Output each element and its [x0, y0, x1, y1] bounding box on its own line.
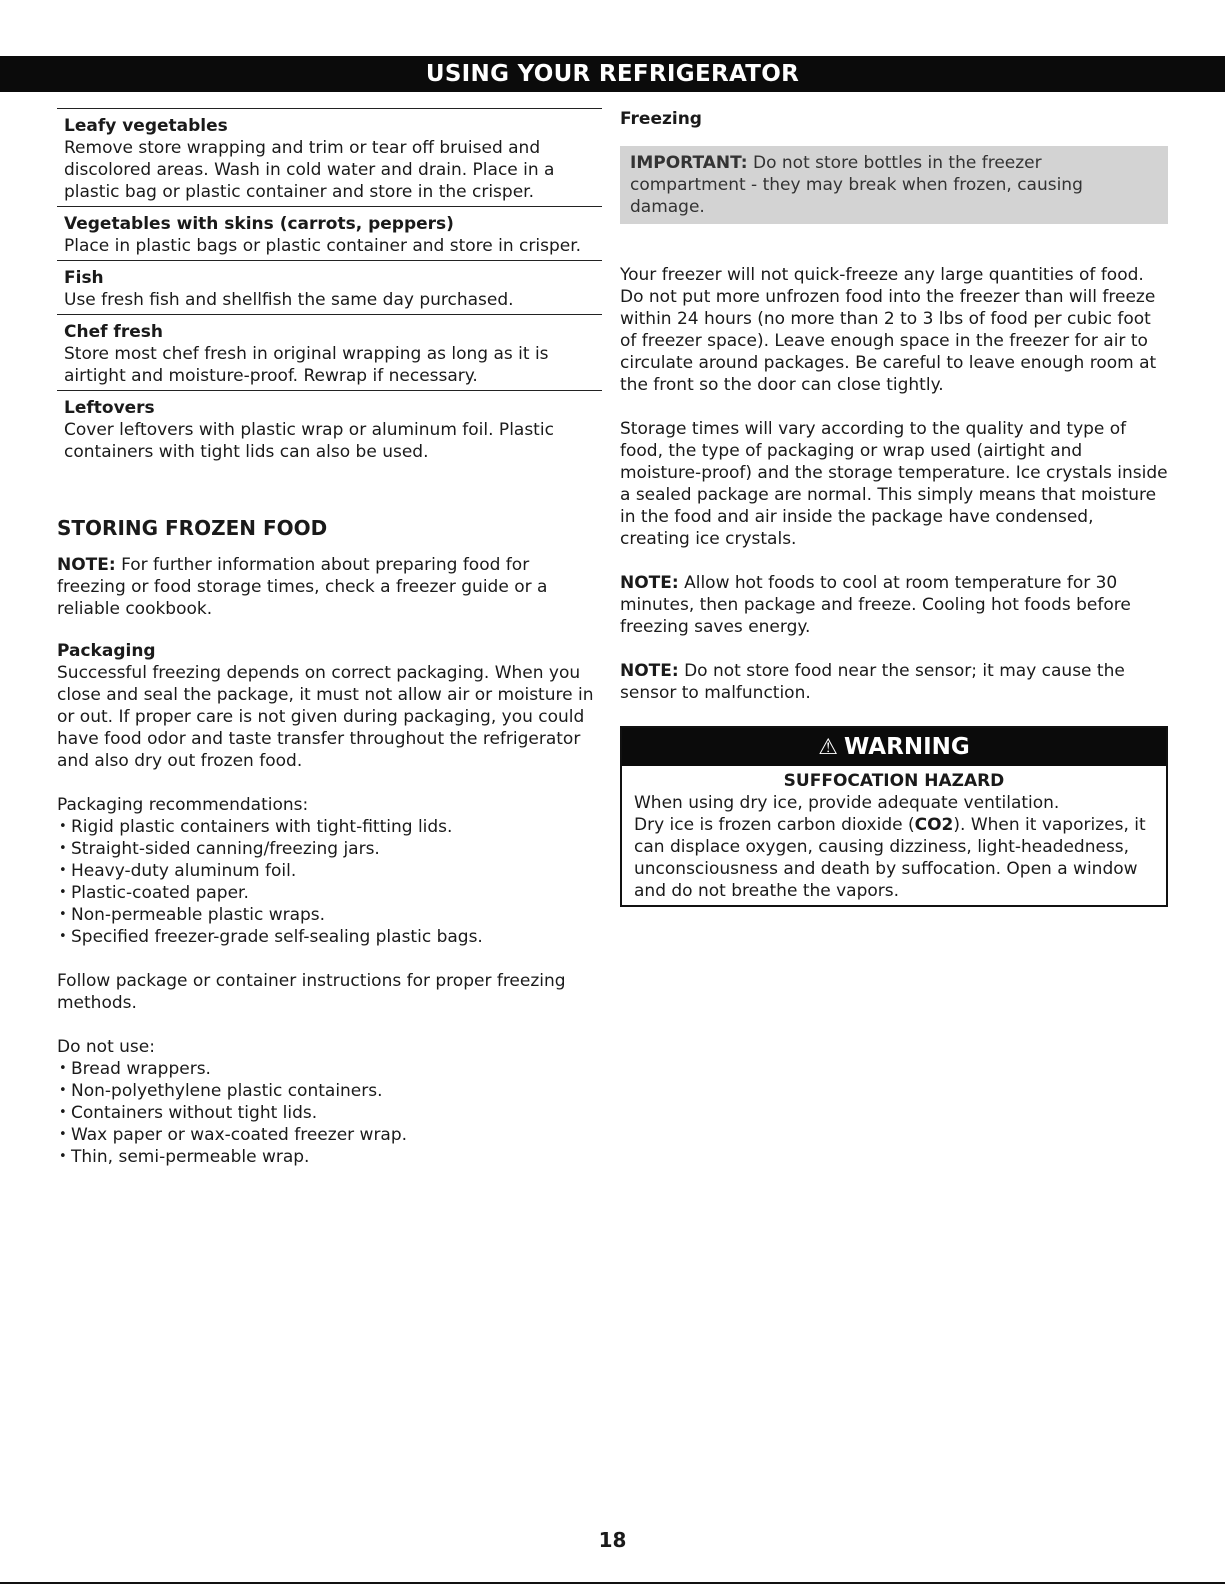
tip-leafy-vegetables: [57, 108, 602, 207]
footer-divider: [0, 1582, 1225, 1584]
note-text: Allow hot foods to cool at room temperature for 30 minutes, then package and freeze. Cooling hot foods before freezing saves energy.: [620, 573, 1131, 637]
warning-label: WARNING: [843, 734, 970, 760]
tip-text: Store most chef fresh in original wrapping as long as it is airtight and moisture-proof. Rewrap if necessary.: [64, 344, 549, 386]
warning-paragraph: [634, 814, 1154, 902]
hazard-title: SUFFOCATION HAZARD: [783, 771, 1005, 791]
tip-text: Use fresh fish and shellfish the same day purchased.: [64, 290, 514, 310]
tip-title: Vegetables with skins (carrots, peppers): [64, 214, 454, 234]
section-heading-storing-frozen-food: STORING FROZEN FOOD: [57, 516, 328, 540]
tip-vegetables-with-skins: [57, 207, 602, 261]
warning-body: [622, 766, 1166, 905]
freezing-heading: Freezing: [620, 109, 702, 129]
list-item: • Thin, semi-permeable wrap.: [57, 1146, 602, 1168]
warning-line: When using dry ice, provide adequate ventilation.: [634, 793, 1060, 813]
note-cool-foods: [620, 572, 1168, 638]
warning-triangle-icon: ⚠: [818, 735, 838, 760]
list-item: • Specified freezer-grade self-sealing plastic bags.: [57, 926, 602, 948]
list-item: • Wax paper or wax-coated freezer wrap.: [57, 1124, 602, 1146]
important-notice: [620, 146, 1168, 224]
tip-text: Cover leftovers with plastic wrap or aluminum foil. Plastic containers with tight lids can also be used.: [64, 420, 554, 462]
warning-text: ). When it vaporizes, it can displace oxygen, causing dizziness, light-headedness, unconsciousness and death by suffocation. Open a window and do not breathe the vapors.: [634, 815, 1146, 901]
list-item: • Rigid plastic containers with tight-fitting lids.: [57, 816, 602, 838]
note-label: NOTE:: [620, 661, 679, 681]
tip-title: Chef fresh: [64, 322, 163, 342]
warning-text: Dry ice is frozen carbon dioxide (: [634, 815, 915, 835]
tip-title: Leftovers: [64, 398, 155, 418]
warning-banner: [622, 728, 1166, 766]
note-paragraph: [57, 554, 602, 620]
list-item: • Bread wrappers.: [57, 1058, 602, 1080]
warning-box: [620, 726, 1168, 907]
do-not-use-list: [57, 1058, 602, 1168]
tip-text: Remove store wrapping and trim or tear off bruised and discolored areas. Wash in cold water and drain. Place in a plastic bag or plastic container and store in the crisper.: [64, 138, 555, 202]
important-text: Do not store bottles in the freezer compartment - they may break when frozen, causing damage.: [630, 153, 1083, 217]
tip-title: Leafy vegetables: [64, 116, 228, 136]
important-label: IMPORTANT:: [630, 153, 748, 173]
note-text: Do not store food near the sensor; it may cause the sensor to malfunction.: [620, 661, 1125, 703]
packaging-heading: Packaging: [57, 641, 156, 661]
recommendations-intro: Packaging recommendations:: [57, 795, 309, 815]
note-label: NOTE:: [620, 573, 679, 593]
list-item: • Straight-sided canning/freezing jars.: [57, 838, 602, 860]
note-text: For further information about preparing food for freezing or food storage times, check a freezer guide or a reliable cookbook.: [57, 555, 548, 619]
follow-instructions-paragraph: Follow package or container instructions for proper freezing methods.: [57, 971, 566, 1013]
note-sensor: [620, 660, 1168, 704]
page-header-title: USING YOUR REFRIGERATOR: [425, 61, 800, 87]
tip-fish: [57, 261, 602, 315]
list-item: • Non-polyethylene plastic containers.: [57, 1080, 602, 1102]
page-header: [0, 56, 1225, 92]
tip-title: Fish: [64, 268, 104, 288]
tip-text: Place in plastic bags or plastic container and store in crisper.: [64, 236, 582, 256]
list-item: • Non-permeable plastic wraps.: [57, 904, 602, 926]
list-item: • Heavy-duty aluminum foil.: [57, 860, 602, 882]
recommendations-list: [57, 816, 602, 948]
packaging-paragraph: Successful freezing depends on correct packaging. When you close and seal the package, it must not allow air or moisture in or out. If proper care is not given during packaging, you could have food odor and taste transfer throughout the refrigerator and also dry out frozen food.: [57, 663, 594, 771]
warning-co2: CO2: [914, 815, 954, 835]
note-label: NOTE:: [57, 555, 116, 575]
page-number: 18: [598, 1528, 627, 1552]
left-column: [57, 108, 602, 1168]
storage-times-paragraph: Storage times will vary according to the quality and type of food, the type of packaging or wrap used (airtight and moisture-proof) and the storage temperature. Ice crystals inside a sealed package are normal. This simply means that moisture in the food and air inside the package have condensed, creating ice crystals.: [620, 419, 1168, 549]
do-not-use-intro: Do not use:: [57, 1037, 155, 1057]
tip-leftovers: [57, 391, 602, 466]
freezer-capacity-paragraph: Your freezer will not quick-freeze any large quantities of food. Do not put more unfrozen food into the freezer than will freeze within 24 hours (no more than 2 to 3 lbs of food per cubic foot of freezer space). Leave enough space in the freezer for air to circulate around packages. Be careful to leave enough room at the front so the door can close tightly.: [620, 265, 1157, 395]
tip-chef-fresh: [57, 315, 602, 391]
list-item: • Plastic-coated paper.: [57, 882, 602, 904]
right-column: [620, 108, 1168, 907]
list-item: • Containers without tight lids.: [57, 1102, 602, 1124]
